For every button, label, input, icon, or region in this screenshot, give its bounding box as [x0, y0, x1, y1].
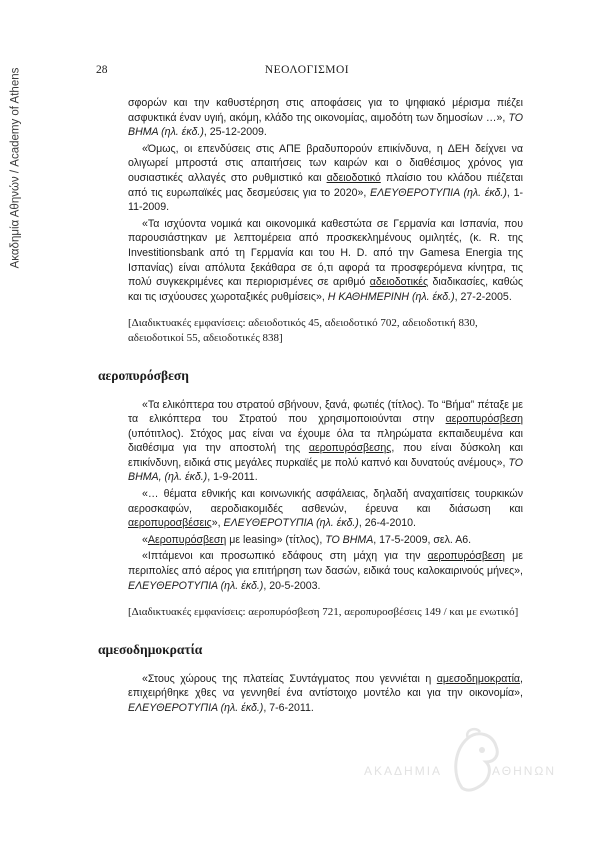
underlined-term: αεροπυρόσβεσης: [308, 442, 392, 455]
source-name: ΕΛΕΥΘΕΡΟΤΥΠΙΑ (ηλ. έκδ.): [370, 186, 507, 199]
quote-text: , που είναι δύσκολη και επικίνδυνη, ειδικά στις μεγάλες πυρκαϊές με πολύ καπνό και δυνατούς ανέμους»,: [128, 442, 523, 469]
watermark-text-left: ΑΚΑΔΗΜΙΑ: [364, 764, 443, 778]
quote-paragraph: [128, 217, 523, 305]
quote-paragraph: [128, 549, 523, 593]
web-appearances-note: [Διαδικτυακές εμφανίσεις: αδειοδοτικός 45, αδειοδοτικό 702, αδειοδοτική 830, αδειοδοτικοί 55, αδειοδοτικές 838]: [128, 317, 478, 344]
underlined-term: αεροπυρόσβεση: [427, 550, 506, 563]
source-date: , 7-6-2011.: [263, 702, 314, 714]
source-date: , 20-5-2003.: [263, 579, 321, 592]
page-number: 28: [96, 64, 108, 76]
source-name: ΕΛΕΥΘΕΡΟΤΥΠΙΑ (ηλ. έκδ.): [223, 517, 359, 530]
quote-paragraph: [128, 672, 523, 716]
underlined-term: αδειοδοτικές: [369, 276, 429, 289]
quote-paragraph: [128, 487, 523, 531]
source-name: ΕΛΕΥΘΕΡΟΤΥΠΙΑ (ηλ. έκδ.): [128, 702, 264, 714]
quote-text: «Όμως, οι επενδύσεις στις ΑΠΕ βραδυπορούν επικίνδυνα, η ΔΕΗ δείχνει να ολιγωρεί μπροστά στις απαιτήσεις των καιρών και ο διαθέσιμος χρόνος για ουσιαστικές αλλαγές στο ρυθμιστικό και: [128, 142, 523, 184]
quote-text: με leasing» (τίτλος),: [226, 533, 326, 546]
page-header: [86, 64, 528, 80]
entry-aeropyrosvesi: [128, 398, 523, 620]
quote-text: (υπότιτλος). Στόχος μας είναι να έχουμε όλα τα πληρώματα εκπαιδευμένα και διαθέσιμα για την αποστολή της: [128, 427, 523, 455]
quote-text: «Στους χώρους της πλατείας Συντάγματος που γεννιέται η: [142, 672, 437, 685]
entry-amesodimokratia: [128, 672, 523, 716]
quote-text: «: [142, 533, 148, 546]
underlined-term: αεροπυρόσβεση: [445, 413, 523, 426]
web-appearances-note: [Διαδικτυακές εμφανίσεις: αεροπυρόσβεση 721, αεροπυροσβέσεις 149 / και με ενωτικό]: [128, 606, 519, 619]
underlined-term: αεροπυροσβέσεις: [128, 517, 212, 530]
page-content: [98, 96, 523, 718]
source-name: ΤΟ ΒΗΜΑ, (ηλ. έκδ.): [128, 456, 523, 484]
source-name: ΤΟ ΒΗΜΑ: [325, 533, 374, 546]
source-date: , 27-2-2005.: [454, 290, 512, 303]
entry-adeiodotikos: [128, 96, 523, 346]
academy-watermark: [364, 722, 557, 822]
underlined-term: αμεσοδημοκρατία: [436, 672, 521, 685]
source-date: , 1-9-2011.: [207, 471, 258, 484]
quote-paragraph: [128, 533, 523, 548]
headword-amesodimokratia: αμεσοδημοκρατία: [98, 641, 203, 657]
quote-text: πλαίσιο του κλάδου πιέζεται από τις ευρωπαϊκές μας δεσμεύσεις για το 2020»,: [128, 171, 523, 199]
source-name: Η ΚΑΘΗΜΕΡΙΝΗ (ηλ. έκδ.): [327, 290, 455, 303]
side-label-text: Ακαδημία Αθηνών / Academy of Athens: [9, 67, 22, 269]
source-name: ΤΟ ΒΗΜΑ (ηλ. έκδ.): [128, 111, 523, 139]
quote-text: «Τα ελικόπτερα του στρατού σβήνουν, ξανά, φωτιές (τίτλος). Το “Βήμα” πέταξε με τα ελικόπτερα του Στρατού που χρησιμοποιούνται στην: [128, 398, 523, 426]
source-name: ΕΛΕΥΘΕΡΟΤΥΠΙΑ (ηλ. έκδ.): [128, 579, 264, 592]
quote-text: , επιχειρήθηκε χθες να γεννηθεί ένα αντίστοιχο μοντέλο και για την οικονομία»,: [128, 672, 523, 700]
quote-text: »,: [211, 517, 224, 530]
quote-paragraph: [128, 142, 523, 215]
quote-text: «Τα ισχύοντα νομικά και οικονομικά καθεστώτα σε Γερμανία και Ισπανία, που παρουσιάστηκαν με λεπτομέρεια από προσκεκλημένους ομιλητές, (κ. R. της Investitionsbank από τη Γερμανία και του H. D. από την Gamesa Energia της Ισπανίας) είναι απόλυτα ξεκάθαρα σε ό,τι αφορά τα προσφερόμενα κίνητρα, τις πολύ συγκεκριμένες και περιορισμένες σε αριθμό: [128, 217, 523, 289]
underlined-term: Αεροπυρόσβεση: [147, 533, 227, 546]
source-date: , 25-12-2009.: [203, 126, 267, 139]
running-title: ΝΕΟΛΟΓΙΣΜΟΙ: [264, 64, 350, 76]
quote-text: «Ιπτάμενοι και προσωπικό εδάφους στη μάχη για την: [142, 550, 428, 563]
side-label: [2, 18, 28, 318]
quote-text: «… θέματα εθνικής και κοινωνικής ασφάλειας, δηλαδή αναχαιτίσεις τουρκικών αεροσκαφών, αεροδιακομιδές ασθενών, έρευνα και διάσωση και: [128, 488, 523, 515]
athena-head-icon: [446, 726, 504, 798]
source-date: , 17-5-2009, σελ. Α6.: [373, 533, 472, 546]
quote-text: με περιπολίες από αέρος για επιτήρηση των δασών, ειδικά τους καλοκαιρινούς μήνες»,: [128, 550, 523, 578]
source-date: , 26-4-2010.: [358, 517, 416, 530]
quote-paragraph: [128, 96, 523, 140]
watermark-text-right: ΑΘΗΝΩΝ: [492, 764, 557, 778]
quote-text: διαδικασίες, καθώς και τις ισχύουσες χωροταξικές ρυθμίσεις»,: [128, 276, 524, 303]
quote-paragraph: [128, 398, 523, 486]
headword-aeropyrosvesi: αεροπυρόσβεση: [98, 367, 189, 383]
source-date: , 1-11-2009.: [128, 186, 523, 214]
underlined-term: αδειοδοτικό: [326, 171, 381, 184]
quote-text: σφορών και την καθυστέρηση στις αποφάσεις για το ψηφιακό μέρισμα πιέζει ασφυκτικά έναν υγιή, ακόμη, κλάδο της οικονομίας, αιμοδότη των δημοσίων …»,: [128, 97, 523, 124]
